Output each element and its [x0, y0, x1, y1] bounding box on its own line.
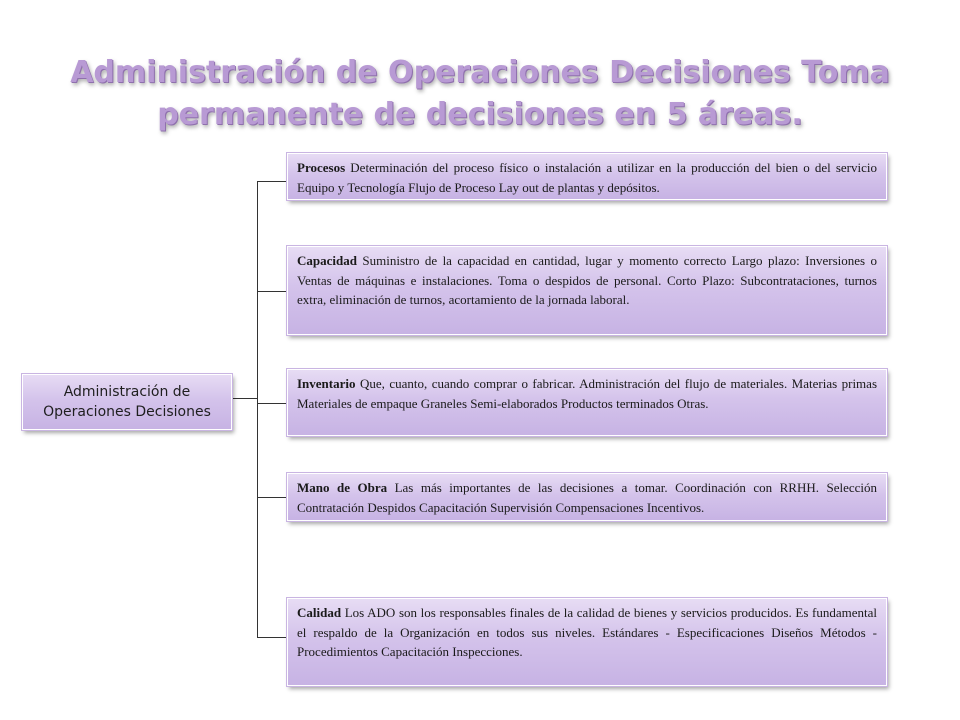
area-node-inventario [287, 369, 887, 436]
root-node [22, 374, 232, 430]
area-description: Las más importantes de las decisiones a tomar. Coordinación con RRHH. Selección Contratación Despidos Capacitación Supervisión Compensaciones Incentivos. [297, 480, 877, 515]
connector-capacidad [257, 291, 287, 292]
connector-root-trunk [232, 398, 258, 399]
connector-calidad [257, 637, 287, 638]
area-node-procesos [287, 153, 887, 200]
area-description: Los ADO son los responsables finales de la calidad de bienes y servicios producidos. Es fundamental el respaldo de la Organización en todos sus niveles. Estándares - Especificaciones Diseños Métodos - Procedimientos Capacitación Inspecciones. [297, 605, 878, 659]
area-description: Que, cuanto, cuando comprar o fabricar. Administración del flujo de materiales. Materias primas Materiales de empaque Graneles Semi-elaborados Productos terminados Otras. [297, 376, 878, 411]
area-node-mano-de-obra [287, 473, 887, 521]
connector-procesos [257, 181, 287, 182]
area-heading: Mano de Obra [297, 480, 388, 495]
area-heading: Calidad [297, 605, 342, 620]
area-description: Suministro de la capacidad en cantidad, lugar y momento correcto Largo plazo: Inversiones o Ventas de máquinas e instalaciones. Toma o despidos de personal. Corto Plazo: Subcontrataciones, turnos extra, eliminación de turnos, acortamiento de la jornada laboral. [297, 253, 877, 307]
area-node-capacidad [287, 246, 887, 335]
connector-inventario [257, 403, 287, 404]
area-node-calidad [287, 598, 887, 686]
connector-trunk [257, 181, 258, 637]
slide-title: Administración de Operaciones Decisiones Toma permanente de decisiones en 5 áreas. [70, 55, 890, 132]
area-heading: Procesos [297, 160, 346, 175]
area-heading: Capacidad [297, 253, 357, 268]
root-node-label: Administración de Operaciones Decisiones [43, 384, 211, 420]
area-description: Determinación del proceso físico o instalación a utilizar en la producción del bien o del servicio Equipo y Tecnología Flujo de Proceso Lay out de plantas y depósitos. [297, 160, 877, 195]
area-heading: Inventario [297, 376, 356, 391]
connector-mano-de-obra [257, 497, 287, 498]
